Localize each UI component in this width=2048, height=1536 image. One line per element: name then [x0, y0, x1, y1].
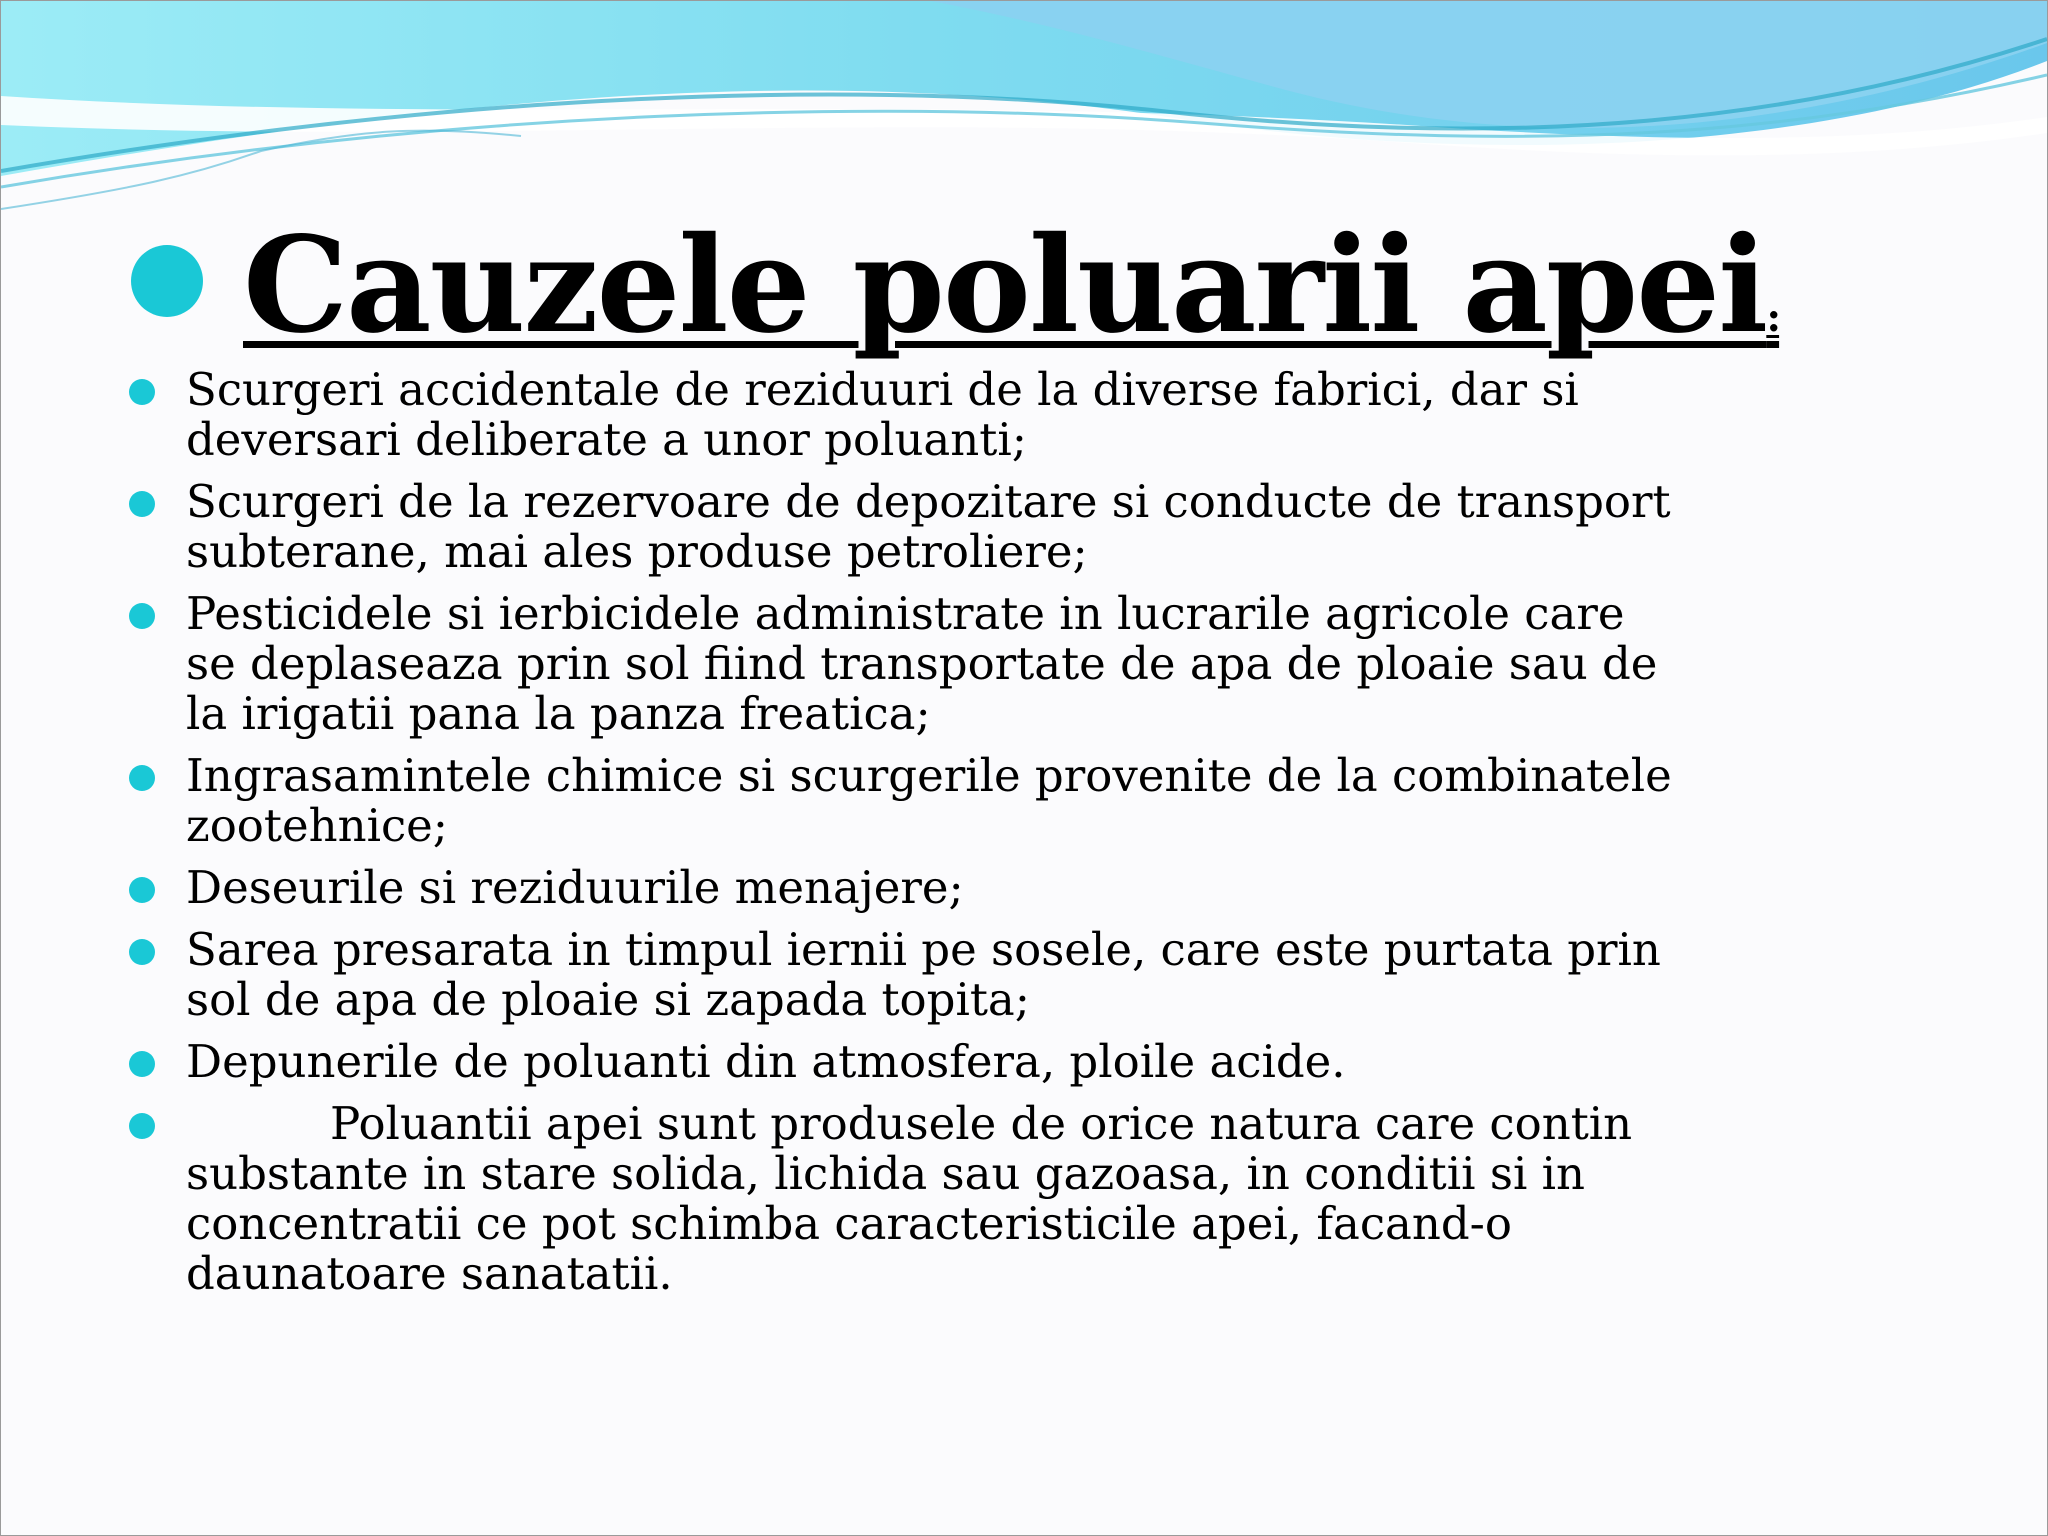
bullet-text: Sarea presarata in timpul iernii pe sosele, care este purtata prin sol de apa de ploaie si zapada topita; — [186, 923, 1661, 1026]
bullet-item — [126, 477, 1686, 577]
bullet-dot-icon — [129, 1113, 155, 1139]
bullet-dot-icon — [129, 1051, 155, 1077]
bullet-text: Scurgeri de la rezervoare de depozitare si conducte de transport subterane, mai ales produse petroliere; — [186, 475, 1671, 578]
slide-title-colon: : — [1766, 294, 1780, 341]
bullet-item — [126, 751, 1686, 851]
bullet-text: Poluantii apei sunt produsele de orice natura care contin substante in stare solida, lichida sau gazoasa, in conditii si in concentratii ce pot schimba caracteristicile apei, facand-o daunatoare sanatatii. — [186, 1097, 1633, 1300]
bullet-item — [126, 589, 1686, 739]
bullet-text: Depunerile de poluanti din atmosfera, ploile acide. — [186, 1035, 1346, 1088]
bullet-text: Ingrasamintele chimice si scurgerile provenite de la combinatele zootehnice; — [186, 749, 1672, 852]
bullet-dot-icon — [129, 939, 155, 965]
bullet-item — [126, 863, 1686, 913]
bullet-dot-icon — [129, 765, 155, 791]
bullet-item — [126, 925, 1686, 1025]
bullet-text: Deseurile si reziduurile menajere; — [186, 861, 964, 914]
bullet-text: Pesticidele si ierbicidele administrate in lucrarile agricole care se deplaseaza prin sol fiind transportate de apa de ploaie sau de la irigatii pana la panza freatica; — [186, 587, 1658, 740]
wave-header — [1, 1, 2047, 241]
bullet-dot-icon — [129, 379, 155, 405]
slide-title-main: Cauzele poluarii apei — [243, 208, 1767, 363]
bullet-item — [126, 365, 1686, 465]
bullet-list — [126, 365, 1686, 1311]
bullet-item — [126, 1099, 1686, 1299]
bullet-dot-icon — [129, 491, 155, 517]
title-bullet-icon — [131, 245, 203, 317]
bullet-item — [126, 1037, 1686, 1087]
bullet-text: Scurgeri accidentale de reziduuri de la diverse fabrici, dar si deversari deliberate a unor poluanti; — [186, 363, 1579, 466]
bullet-dot-icon — [129, 877, 155, 903]
bullet-dot-icon — [129, 603, 155, 629]
